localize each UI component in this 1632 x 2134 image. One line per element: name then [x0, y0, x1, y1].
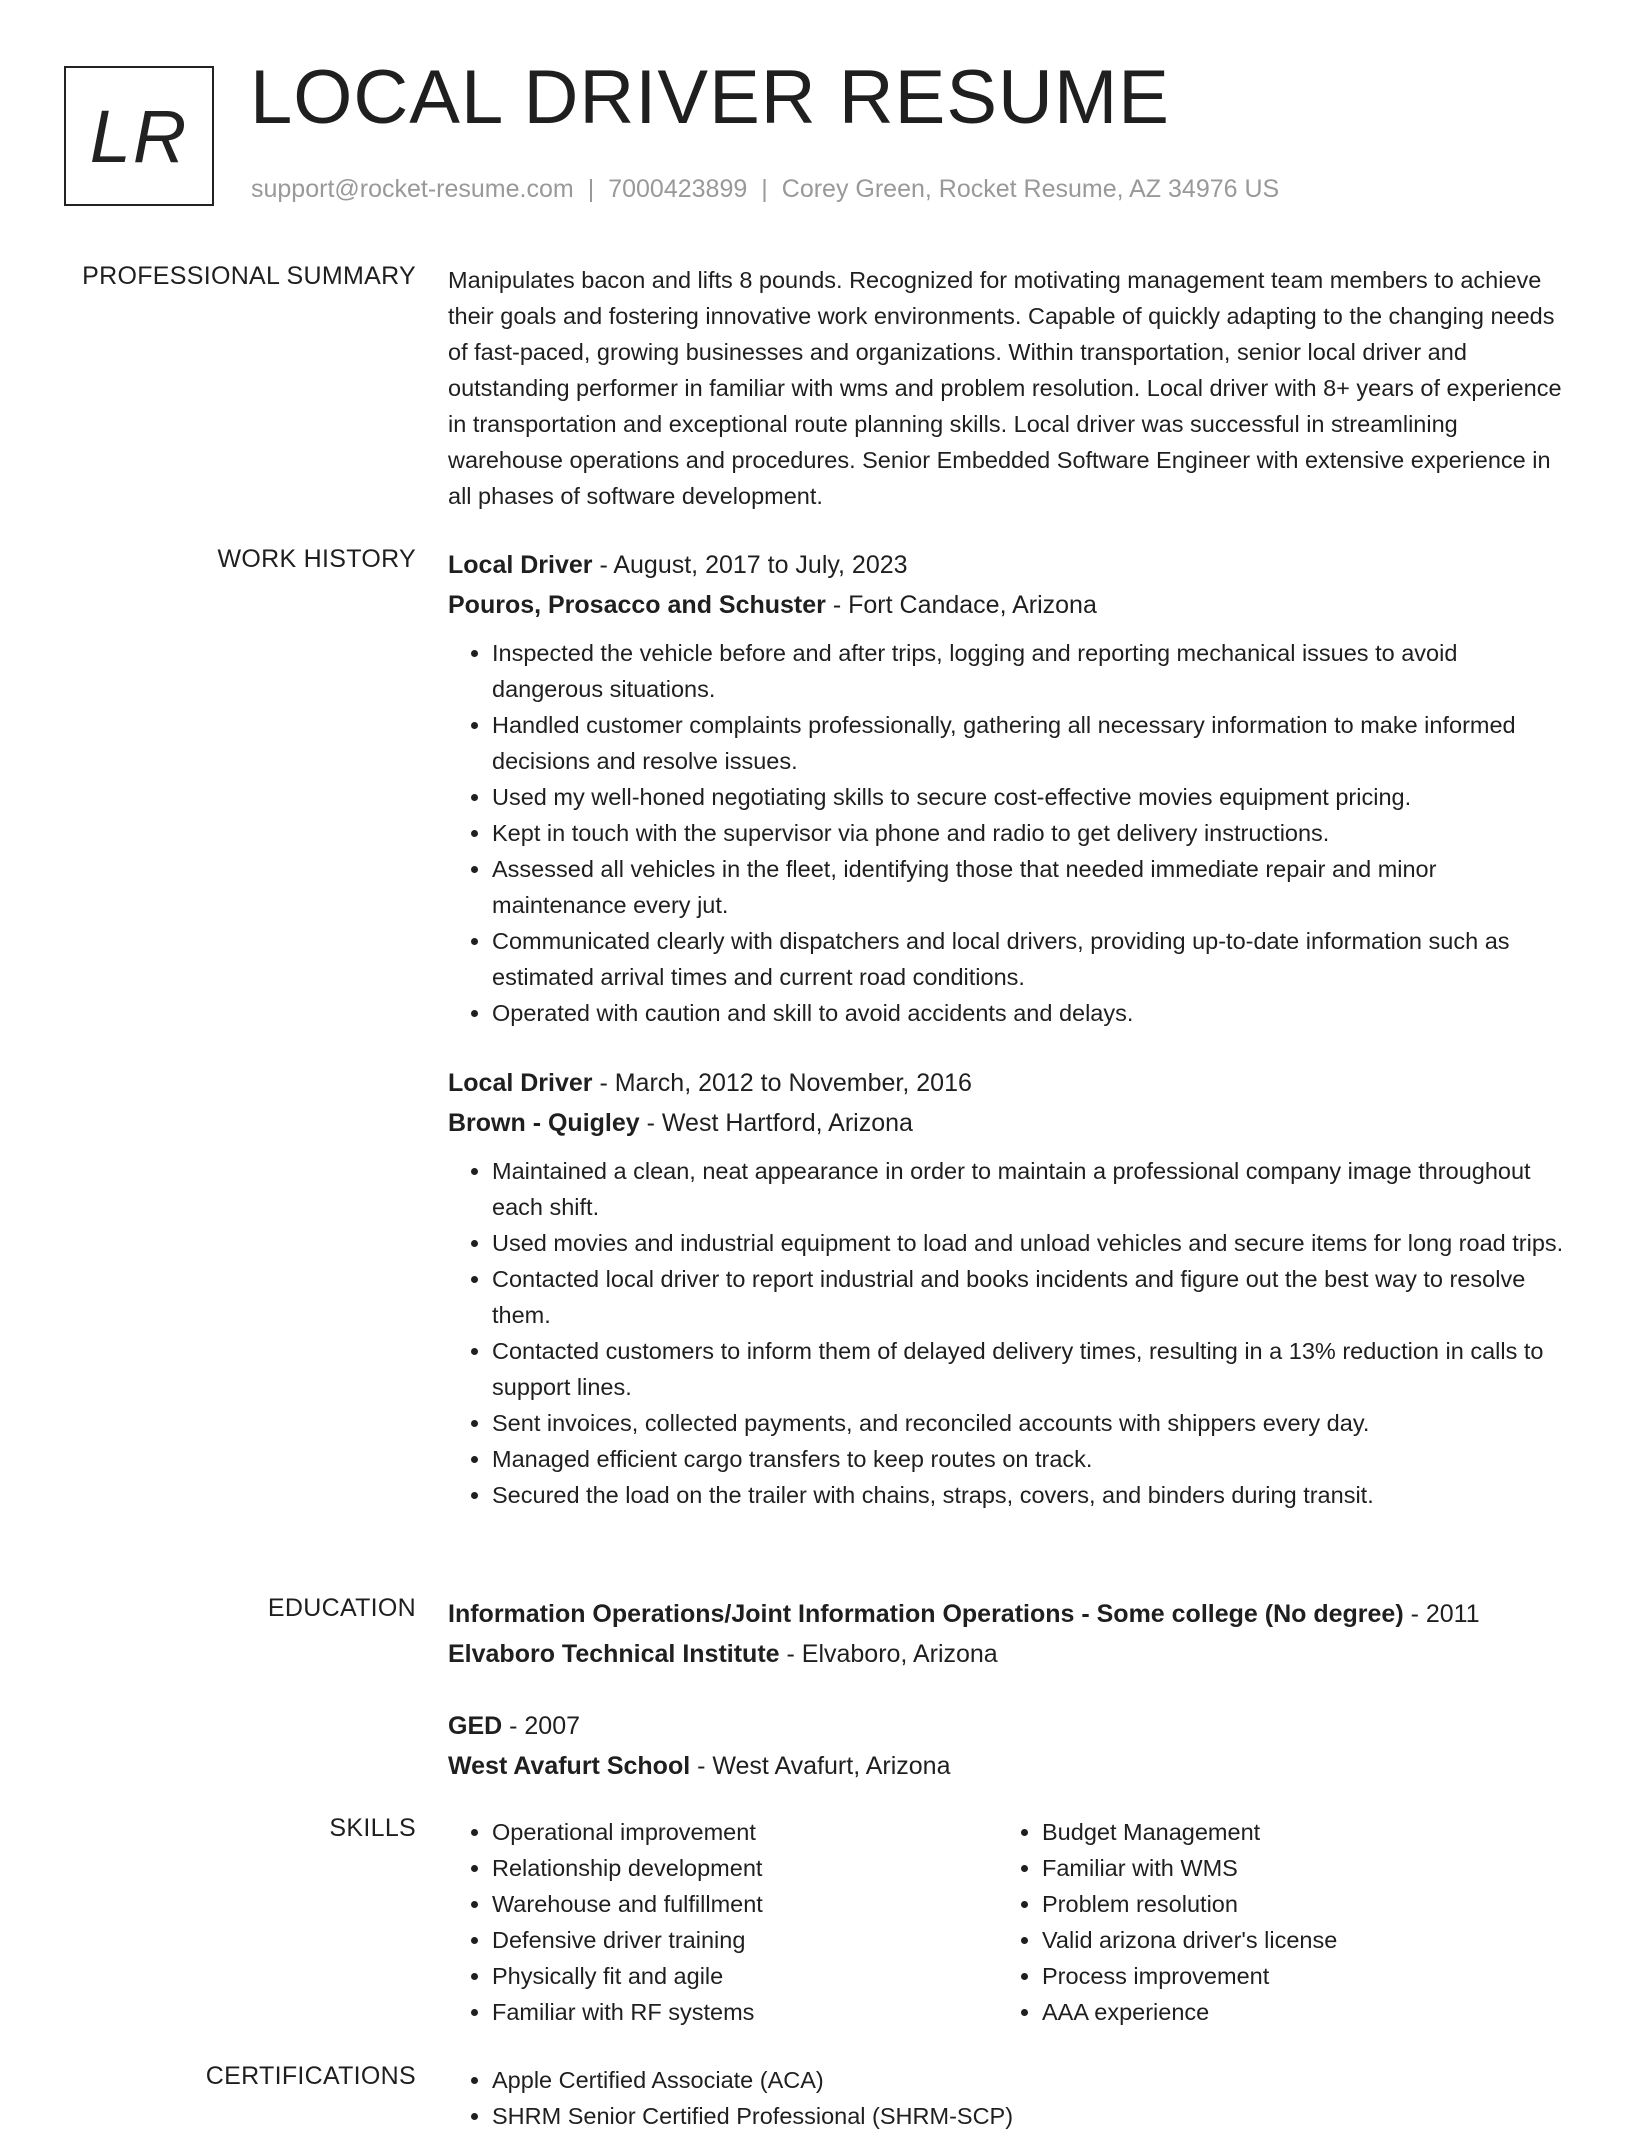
- education-year: - 2011: [1403, 1600, 1480, 1628]
- list-item: • Sent invoices, collected payments, and reconciled accounts with shippers every day.: [492, 1405, 1568, 1441]
- education-location: - West Avafurt, Arizona: [690, 1752, 951, 1780]
- list-item: • Physically fit and agile: [492, 1958, 998, 1994]
- skills-body: [448, 1814, 1568, 2030]
- job-title-line: [448, 545, 1568, 585]
- section-heading: EDUCATION: [267, 1594, 416, 1622]
- skills-list: [448, 1814, 998, 2030]
- job-entry: [448, 1063, 1568, 1513]
- monogram-initials: LR: [89, 94, 189, 178]
- list-item: • SHRM Senior Certified Professional (SHRM-SCP): [492, 2098, 1568, 2134]
- job-company-line: [448, 585, 1568, 625]
- list-item: • Managed efficient cargo transfers to keep routes on track.: [492, 1441, 1568, 1477]
- education-year: - 2007: [502, 1712, 581, 1740]
- education-school: West Avafurt School: [448, 1752, 691, 1780]
- certifications-list: [448, 2062, 1568, 2134]
- list-item: • Apple Certified Associate (ACA): [492, 2062, 1568, 2098]
- job-bullets: [448, 1153, 1568, 1513]
- job-dates: - August, 2017 to July, 2023: [592, 551, 908, 579]
- job-dates: - March, 2012 to November, 2016: [592, 1069, 972, 1097]
- contact-separator: |: [587, 175, 595, 203]
- skills-column-left: [448, 1814, 998, 2030]
- job-company-line: [448, 1103, 1568, 1143]
- list-item: • Process improvement: [1042, 1958, 1548, 1994]
- skills-columns: [448, 1814, 1568, 2030]
- list-item: • Operational improvement: [492, 1814, 998, 1850]
- education-entry: [448, 1594, 1568, 1674]
- monogram-logo: [64, 66, 214, 206]
- list-item: • Familiar with RF systems: [492, 1994, 998, 2030]
- list-item: • Secured the load on the trailer with chains, straps, covers, and binders during transit.: [492, 1477, 1568, 1513]
- job-company: Brown - Quigley: [448, 1109, 640, 1137]
- work-history-body: [448, 545, 1568, 1545]
- education-degree-line: [448, 1594, 1568, 1634]
- job-location: - West Hartford, Arizona: [639, 1109, 913, 1137]
- education-entry: [448, 1706, 1568, 1786]
- list-item: • Communicated clearly with dispatchers and local drivers, providing up-to-date information such as estimated arrival times and current road conditions.: [492, 923, 1568, 995]
- contact-email[interactable]: support@rocket-resume.com: [251, 175, 574, 203]
- education-degree: Information Operations/Joint Information Operations - Some college (No degree): [448, 1600, 1404, 1628]
- education-body: [448, 1594, 1568, 1818]
- education-degree-line: [448, 1706, 1568, 1746]
- education-school-line: [448, 1634, 1568, 1674]
- list-item: • Budget Management: [1042, 1814, 1548, 1850]
- section-heading: WORK HISTORY: [217, 545, 416, 573]
- list-item: • Kept in touch with the supervisor via phone and radio to get delivery instructions.: [492, 815, 1568, 851]
- summary-text: Manipulates bacon and lifts 8 pounds. Recognized for motivating management team members to achieve their goals and fostering innovative work environments. Capable of quickly adapting to the changing needs of fast-paced, growing businesses and organizations. Within transportation, senior local driver and outstanding performer in familiar with wms and problem resolution. Local driver with 8+ years of experience in transportation and exceptional route planning skills. Local driver was successful in streamlining warehouse operations and procedures. Senior Embedded Software Engineer with extensive experience in all phases of software development.: [448, 267, 1562, 509]
- list-item: • Assessed all vehicles in the fleet, identifying those that needed immediate repair and minor maintenance every jut.: [492, 851, 1568, 923]
- list-item: • Warehouse and fulfillment: [492, 1886, 998, 1922]
- job-title: Local Driver: [448, 1069, 593, 1097]
- list-item: • AAA experience: [1042, 1994, 1548, 2030]
- list-item: • Handled customer complaints professionally, gathering all necessary information to make informed decisions and resolve issues.: [492, 707, 1568, 779]
- contact-address: Corey Green, Rocket Resume, AZ 34976 US: [781, 175, 1280, 203]
- list-item: • Operated with caution and skill to avoid accidents and delays.: [492, 995, 1568, 1031]
- list-item: • Inspected the vehicle before and after trips, logging and reporting mechanical issues to avoid dangerous situations.: [492, 635, 1568, 707]
- list-item: • Contacted local driver to report industrial and books incidents and figure out the best way to resolve them.: [492, 1261, 1568, 1333]
- contact-line: [251, 175, 1279, 204]
- education-location: - Elvaboro, Arizona: [779, 1640, 998, 1668]
- list-item: • Used movies and industrial equipment to load and unload vehicles and secure items for long road trips.: [492, 1225, 1568, 1261]
- list-item: • Contacted customers to inform them of delayed delivery times, resulting in a 13% reduction in calls to support lines.: [492, 1333, 1568, 1405]
- list-item: • Maintained a clean, neat appearance in order to maintain a professional company image throughout each shift.: [492, 1153, 1568, 1225]
- skills-list: [998, 1814, 1548, 2030]
- section-heading: PROFESSIONAL SUMMARY: [82, 262, 416, 290]
- section-heading: CERTIFICATIONS: [205, 2062, 416, 2090]
- summary-body: [448, 262, 1568, 514]
- list-item: • Valid arizona driver's license: [1042, 1922, 1548, 1958]
- list-item: • Problem resolution: [1042, 1886, 1548, 1922]
- contact-phone[interactable]: 7000423899: [608, 175, 748, 203]
- resume-title: LOCAL DRIVER RESUME: [250, 55, 1170, 140]
- education-school-line: [448, 1746, 1568, 1786]
- certifications-body: [448, 2062, 1568, 2134]
- section-heading: SKILLS: [329, 1814, 416, 1842]
- job-title: Local Driver: [448, 551, 593, 579]
- skills-column-right: [998, 1814, 1548, 2030]
- education-degree: GED: [448, 1712, 503, 1740]
- education-school: Elvaboro Technical Institute: [448, 1640, 780, 1668]
- job-bullets: [448, 635, 1568, 1031]
- list-item: • Familiar with WMS: [1042, 1850, 1548, 1886]
- job-location: - Fort Candace, Arizona: [825, 591, 1097, 619]
- list-item: • Used my well-honed negotiating skills to secure cost-effective movies equipment pricing.: [492, 779, 1568, 815]
- job-entry: [448, 545, 1568, 1031]
- list-item: • Defensive driver training: [492, 1922, 998, 1958]
- job-company: Pouros, Prosacco and Schuster: [448, 591, 826, 619]
- job-title-line: [448, 1063, 1568, 1103]
- contact-separator: |: [761, 175, 768, 203]
- list-item: • Relationship development: [492, 1850, 998, 1886]
